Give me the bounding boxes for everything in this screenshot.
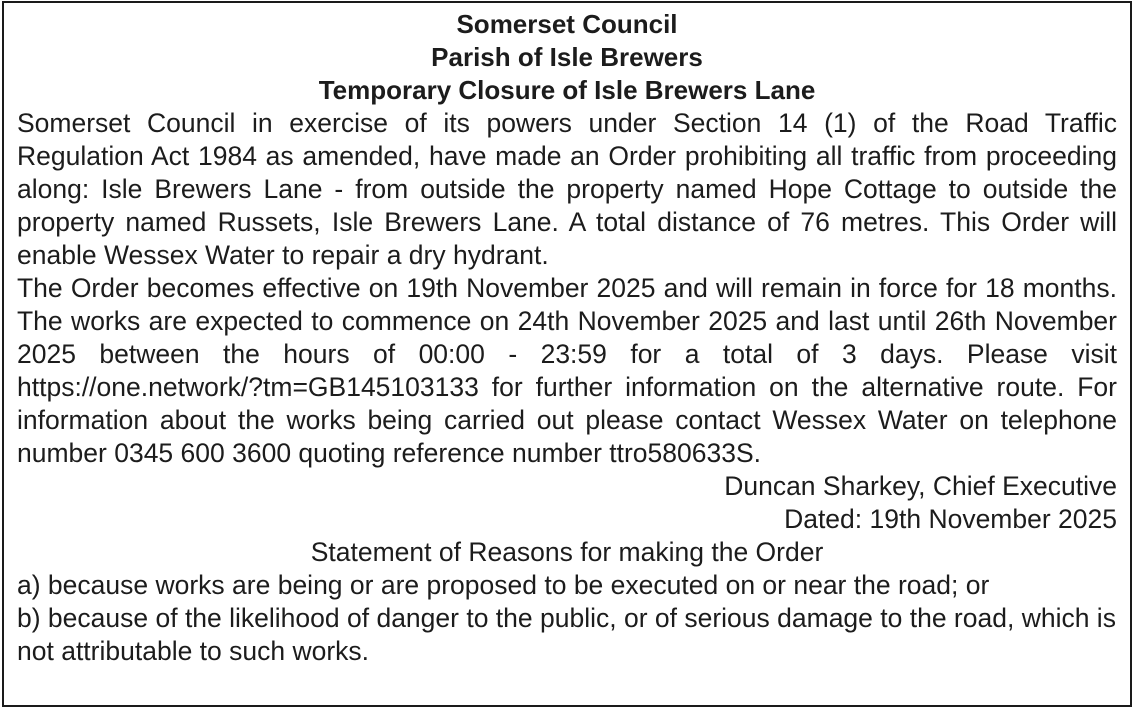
reason-item: a) because works are being or are proposed to be executed on or near the road; or — [17, 570, 990, 600]
closure-heading: Temporary Closure of Isle Brewers Lane — [318, 75, 816, 105]
details-paragraph: The Order becomes effective on 19th November 2025 and will remain in force for 18 months. The works are expected to commence on 24th November 2025 and last until 26th November 2025 between the hours of 00:00 - 23:59 for a total of 3 days. Please visit https://one.network/?tm=GB145103133 for further information on the alternative route. For information about the works being carried out please contact Wessex Water on telephone number 0345 600 3600 quoting reference number ttro580633S. — [17, 273, 1117, 468]
date-line: Dated: 19th November 2025 — [784, 504, 1117, 534]
parish-heading: Parish of Isle Brewers — [431, 42, 703, 72]
signatory: Duncan Sharkey, Chief Executive — [724, 471, 1117, 501]
reasons-title: Statement of Reasons for making the Order — [310, 537, 824, 567]
reason-item: b) because of the likelihood of danger to the public, or of serious damage to the road, which is not attributable to such works. — [17, 603, 1116, 666]
public-notice — [2, 1, 1132, 707]
council-heading: Somerset Council — [456, 9, 678, 39]
order-paragraph: Somerset Council in exercise of its powers under Section 14 (1) of the Road Traffic Regulation Act 1984 as amended, have made an Order prohibiting all traffic from proceeding along: Isle Brewers Lane - from outside the property named Hope Cottage to outside the property named Russets, Isle Brewers Lane. A total distance of 76 metres. This Order will enable Wessex Water to repair a dry hydrant. — [17, 108, 1117, 270]
